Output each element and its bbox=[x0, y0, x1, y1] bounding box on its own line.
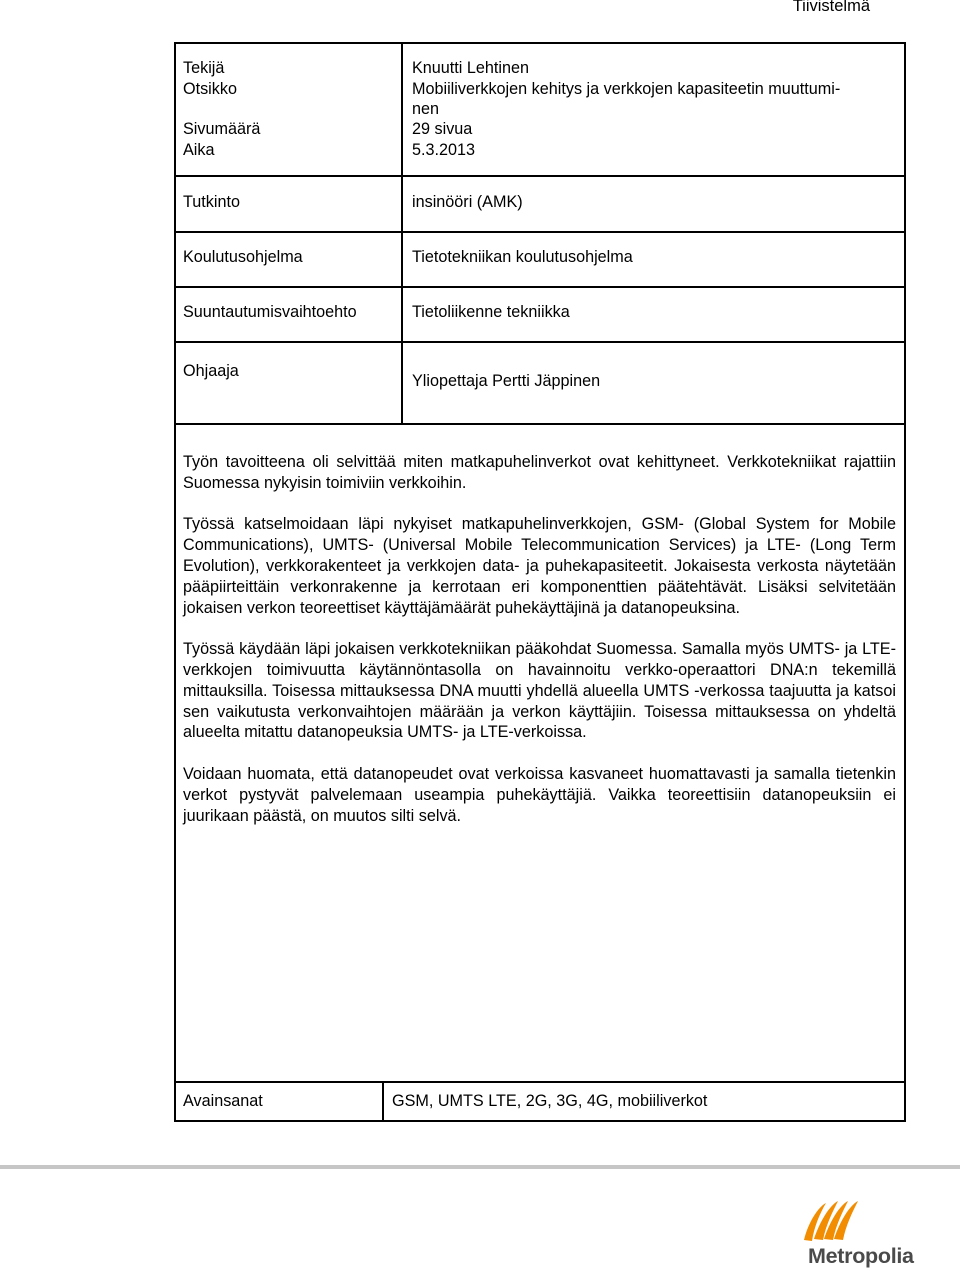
meta-value-title: Mobiiliverkkojen kehitys ja verkkojen kapasiteetin muuttumi- bbox=[412, 80, 841, 98]
keywords-label: Avainsanat bbox=[183, 1092, 263, 1110]
footer-divider bbox=[0, 1165, 960, 1169]
meta-value-title-cont: nen bbox=[412, 100, 440, 118]
abstract-paragraph: Työssä käydään läpi jokaisen verkkotekniikan pääkohdat Suomessa. Samalla myös UMTS- ja LTE-verkkojen toimivuutta käytännöntasolla on havainnoitu verkko-operaattori DNA:n tekemillä mittauksilla. Toisessa mittauksessa DNA muutti yhdellä alueella UMTS -verkossa taajuutta ja katsoi sen vaikutusta verkonvaihtojen määrään ja verkon käyttäjiin. Toisessa mittauksessa on yhdeltä alueelta mitattu datanopeuksia UMTS- ja LTE-verkoissa. bbox=[183, 640, 896, 742]
header-title: Tiivistelmä bbox=[792, 0, 870, 15]
abstract-text bbox=[183, 452, 896, 847]
meta-label-pages: Sivumäärä bbox=[183, 120, 261, 138]
row-label-programme: Koulutusohjelma bbox=[183, 248, 303, 266]
keywords-value: GSM, UMTS LTE, 2G, 3G, 4G, mobiiliverkot bbox=[392, 1092, 708, 1110]
meta-label-author: Tekijä bbox=[183, 59, 225, 77]
meta-value-pages: 29 sivua bbox=[412, 120, 473, 138]
row-value-specialisation: Tietoliikenne tekniikka bbox=[412, 303, 570, 321]
row-label-specialisation: Suuntautumisvaihtoehto bbox=[183, 303, 357, 321]
row-divider bbox=[176, 231, 904, 233]
row-value-degree: insinööri (AMK) bbox=[412, 193, 523, 211]
row-label-degree: Tutkinto bbox=[183, 193, 240, 211]
meta-value-date: 5.3.2013 bbox=[412, 141, 476, 159]
column-divider bbox=[401, 44, 403, 425]
column-divider bbox=[382, 1081, 384, 1121]
meta-label-title: Otsikko bbox=[183, 80, 237, 98]
row-label-supervisor: Ohjaaja bbox=[183, 362, 239, 380]
row-value-programme: Tietotekniikan koulutusohjelma bbox=[412, 248, 633, 266]
abstract-paragraph: Voidaan huomata, että datanopeudet ovat verkoissa kasvaneet huomattavasti ja samalla tietenkin verkot pystyvät palvelemaan useampia puhekäyttäjiä. Vaikka teoreettisiin datanopeuksiin ei juurikaan päästä, on muutos silti selvä. bbox=[183, 764, 896, 825]
row-divider bbox=[176, 286, 904, 288]
row-divider bbox=[176, 1081, 904, 1083]
row-value-supervisor: Yliopettaja Pertti Jäppinen bbox=[412, 372, 601, 390]
abstract-paragraph: Työssä katselmoidaan läpi nykyiset matkapuhelinverkkojen, GSM- (Global System for Mobile Communications), UMTS- (Universal Mobile Telecommunication Services) ja LTE- (Long Term Evolution), verkkorakenteet ja verkkojen data- ja puhekapasiteetit. Jokaisesta verkosta näytetään pääpiirteittäin verkonrakenne ja kerrotaan eri komponenttien päätehtävät. Lisäksi selvitetään jokaisen verkon teoreettiset käyttäjämäärät puhekäyttäjinä ja datanopeuksina. bbox=[183, 515, 896, 617]
row-divider bbox=[176, 341, 904, 343]
row-divider bbox=[176, 175, 904, 177]
meta-value-author: Knuutti Lehtinen bbox=[412, 59, 530, 77]
abstract-paragraph: Työn tavoitteena oli selvittää miten matkapuhelinverkot ovat kehittyneet. Verkkotekniikat rajattiin Suomessa nykyisin toimiviin verkkoihin. bbox=[183, 453, 896, 492]
meta-label-date: Aika bbox=[183, 141, 215, 159]
row-divider bbox=[176, 423, 904, 425]
logo-wordmark: Metropolia bbox=[808, 1244, 914, 1268]
